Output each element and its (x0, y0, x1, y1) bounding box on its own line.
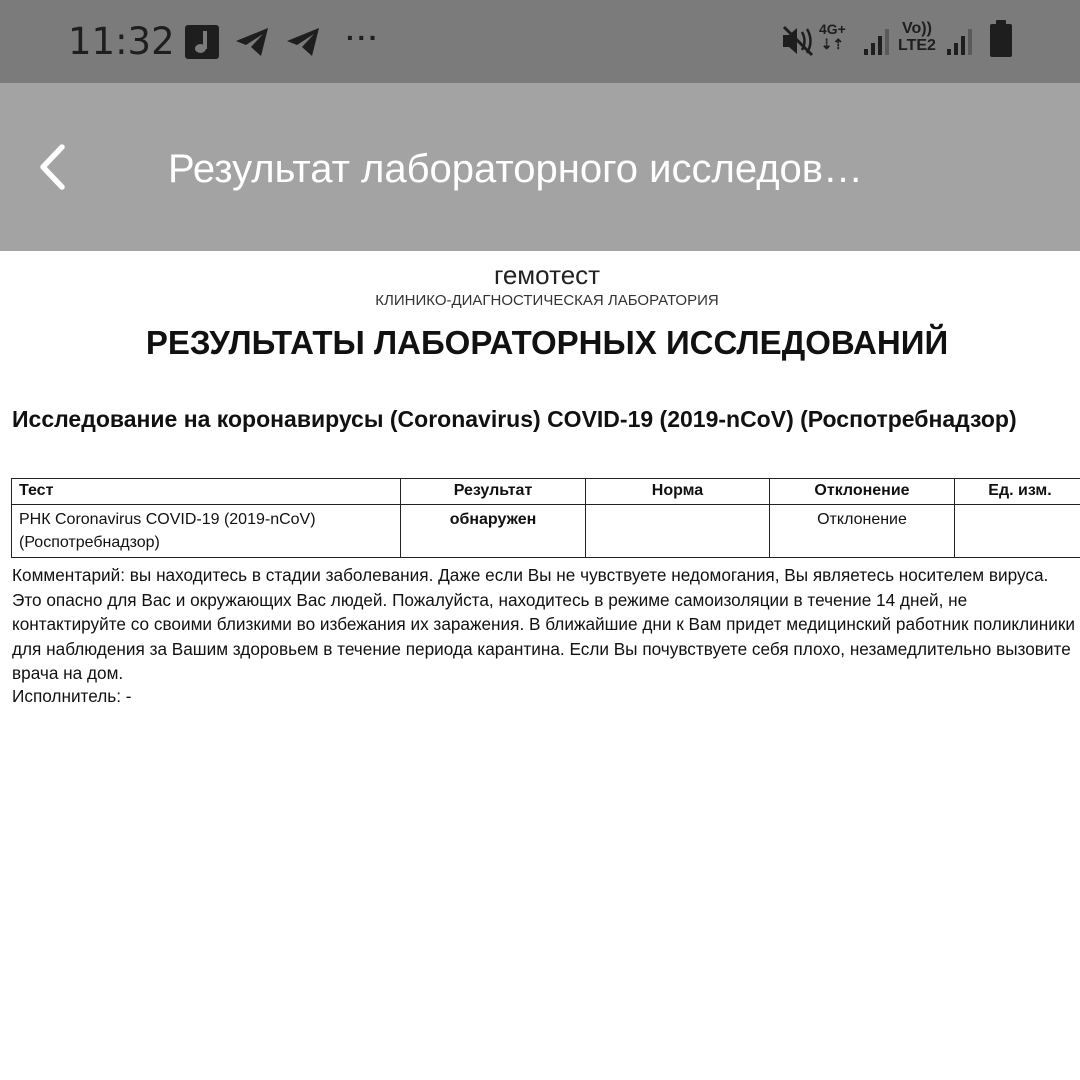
document-title: РЕЗУЛЬТАТЫ ЛАБОРАТОРНЫХ ИССЛЕДОВАНИЙ (145, 324, 949, 361)
cell-norm (586, 505, 770, 558)
more-notifications-icon: ··· (346, 22, 380, 53)
telegram-icon (234, 26, 270, 58)
telegram-icon (285, 26, 321, 58)
table-header-row (12, 479, 1080, 505)
data-arrows-icon: ⇣⇡ (820, 36, 845, 52)
volte-indicator (898, 20, 936, 54)
status-bar (0, 0, 1080, 83)
music-app-icon (185, 25, 219, 59)
battery-icon (990, 24, 1012, 57)
back-button[interactable] (30, 139, 80, 195)
cell-deviation: Отклонение (770, 505, 955, 558)
chevron-left-icon (43, 147, 62, 187)
cell-result: обнаружен (401, 505, 586, 558)
table-row (12, 505, 1080, 558)
cell-test-name: РНК Coronavirus COVID-19 (2019-nCoV) (Роспотребнадзор) (12, 505, 401, 558)
vibrate-mute-icon (780, 24, 816, 58)
app-bar (0, 83, 1080, 251)
page-title: Результат лабораторного исследов… (168, 147, 864, 191)
column-header-test: Тест (12, 479, 401, 505)
network-type-label: 4G+ (819, 21, 846, 37)
signal-icon (945, 27, 977, 55)
executor-text: Исполнитель: - (12, 686, 132, 706)
lte2-label: LTE2 (898, 37, 936, 54)
comment-text: Комментарий: вы находитесь в стадии заболевания. Даже если Вы не чувствуете недомогания, Вы являетесь носителем вируса. Это опасно для Вас и окружающих Вас людей. Пожалуйста, находитесь в режиме самоизоляции в течение 14 дней, не контактируйте со своими близкими во избежания их заражения. В ближайшие дни к Вам придет медицинский работник поликлиники для наблюдения за Вашим здоровьем в течение периода карантина. Если Вы почувствуете себя плохо, незамедлительно вызовите врача на дом. (12, 565, 1075, 683)
volte-label: Vo)) (902, 20, 932, 37)
study-title: Исследование на коронавирусы (Coronavirus) COVID-19 (2019-nCoV) (Роспотребнадзор) (12, 406, 1017, 432)
lab-brand-subtitle: КЛИНИКО-ДИАГНОСТИЧЕСКАЯ ЛАБОРАТОРИЯ (375, 292, 719, 309)
results-table (11, 478, 1080, 558)
status-clock: 11:32 (68, 20, 175, 63)
cell-unit (955, 505, 1080, 558)
column-header-norm: Норма (586, 479, 770, 505)
column-header-result: Результат (401, 479, 586, 505)
column-header-deviation: Отклонение (770, 479, 955, 505)
network-type-indicator (819, 22, 846, 52)
lab-brand-name: гемотест (493, 260, 601, 290)
signal-icon (862, 27, 894, 55)
column-header-unit: Ед. изм. (955, 479, 1080, 505)
